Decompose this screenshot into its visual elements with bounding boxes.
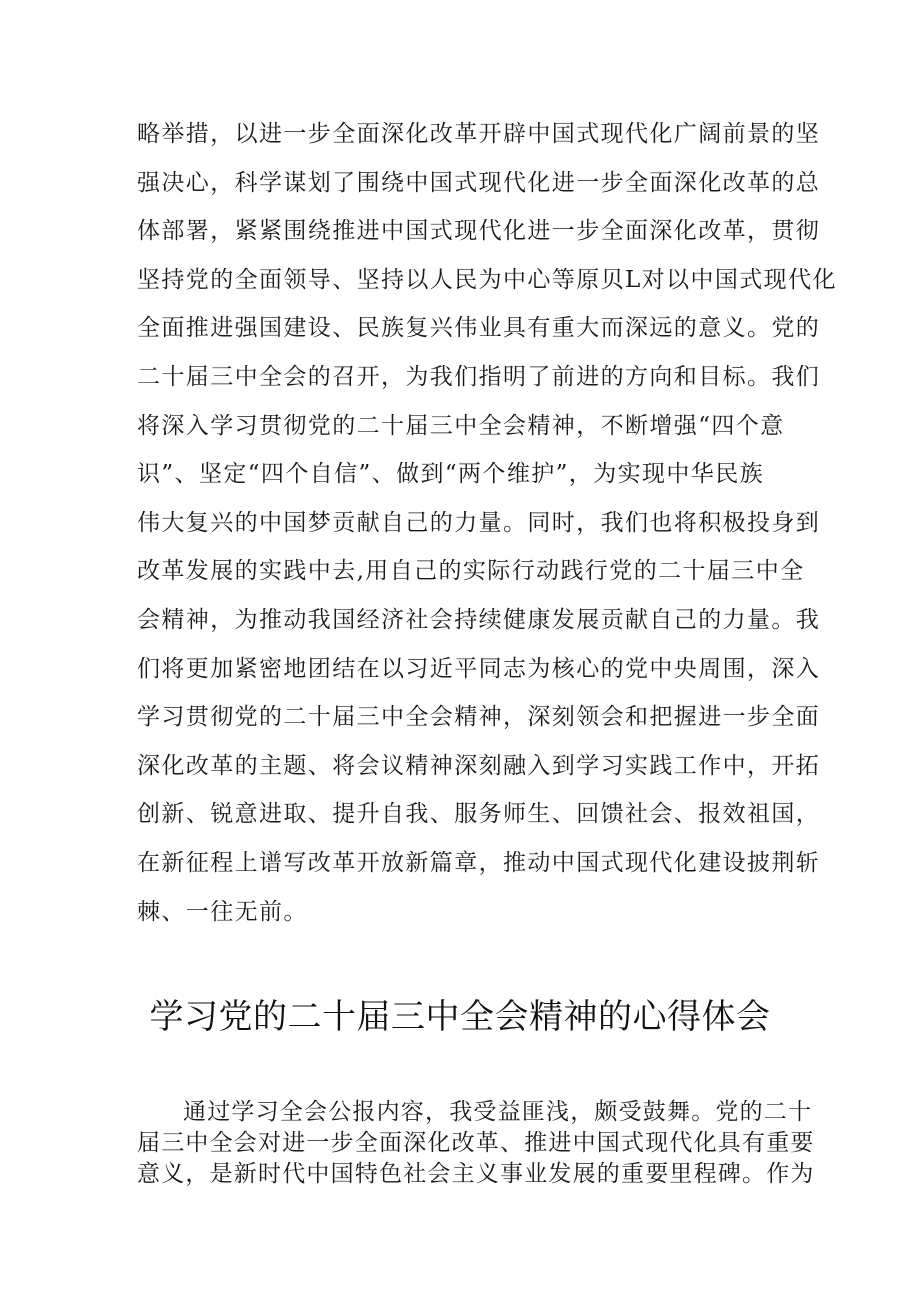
paragraph-line: 全面推进强国建设、民族复兴伟业具有重大而深远的意义。党的 bbox=[137, 315, 821, 342]
paragraph-line: 二十届三中全会的召开，为我们指明了前进的方向和目标。我们 bbox=[137, 363, 821, 390]
paragraph-line: 意义，是新时代中国特色社会主义事业发展的重要里程碑。作为 bbox=[137, 1161, 815, 1187]
paragraph-line: 略举措，以进一步全面深化改革开辟中国式现代化广阔前景的坚 bbox=[137, 121, 821, 147]
paragraph-line: 通过学习全会公报内容，我受益匪浅，颇受鼓舞。党的二十 bbox=[183, 1099, 813, 1125]
paragraph-line: 强决心，科学谋划了围绕中国式现代化进一步全面深化改革的总 bbox=[137, 169, 821, 196]
paragraph-line: 坚持党的全面领导、坚持以人民为中心等原贝L对以中国式现代化 bbox=[137, 266, 837, 293]
paragraph-line: 体部署，紧紧围绕推进中国式现代化进一步全面深化改革，贯彻 bbox=[137, 218, 821, 245]
section-heading: 学习党的二十届三中全会精神的心得体会 bbox=[149, 997, 771, 1037]
paragraph-line: 识”、坚定“四个自信”、做到“两个维护”，为实现中华民族 bbox=[137, 461, 764, 488]
paragraph-line: 深化改革的主题、将会议精神深刻融入到学习实践工作中，开拓 bbox=[137, 752, 821, 779]
next-paragraph bbox=[137, 1097, 815, 1190]
paragraph-line: 将深入学习贯彻党的二十届三中全会精神，不断增强“四个意 bbox=[137, 412, 785, 439]
paragraph-line: 届三中全会对进一步全面深化改革、推进中国式现代化具有重要 bbox=[137, 1130, 815, 1156]
paragraph-line: 在新征程上谱写改革开放新篇章，推动中国式现代化建设披荆斩 bbox=[137, 849, 821, 876]
paragraph-line: 创新、锐意进取、提升自我、服务师生、回馈社会、报效祖国， bbox=[137, 801, 821, 828]
paragraph-line: 会精神，为推动我国经济社会持续健康发展贡献自己的力量。我 bbox=[137, 606, 821, 633]
paragraph-line: 棘、一往无前。 bbox=[137, 898, 308, 925]
continued-paragraph bbox=[137, 110, 837, 936]
paragraph-line: 改革发展的实践中去,用自己的实际行动践行党的二十届三中全 bbox=[137, 558, 805, 585]
paragraph-line: 学习贯彻党的二十届三中全会精神，深刻领会和把握进一步全面 bbox=[137, 704, 821, 731]
paragraph-line: 们将更加紧密地团结在以习近平同志为核心的党中央周围，深入 bbox=[137, 655, 821, 682]
paragraph-line: 伟大复兴的中国梦贡献自己的力量。同时，我们也将积极投身到 bbox=[137, 509, 821, 536]
